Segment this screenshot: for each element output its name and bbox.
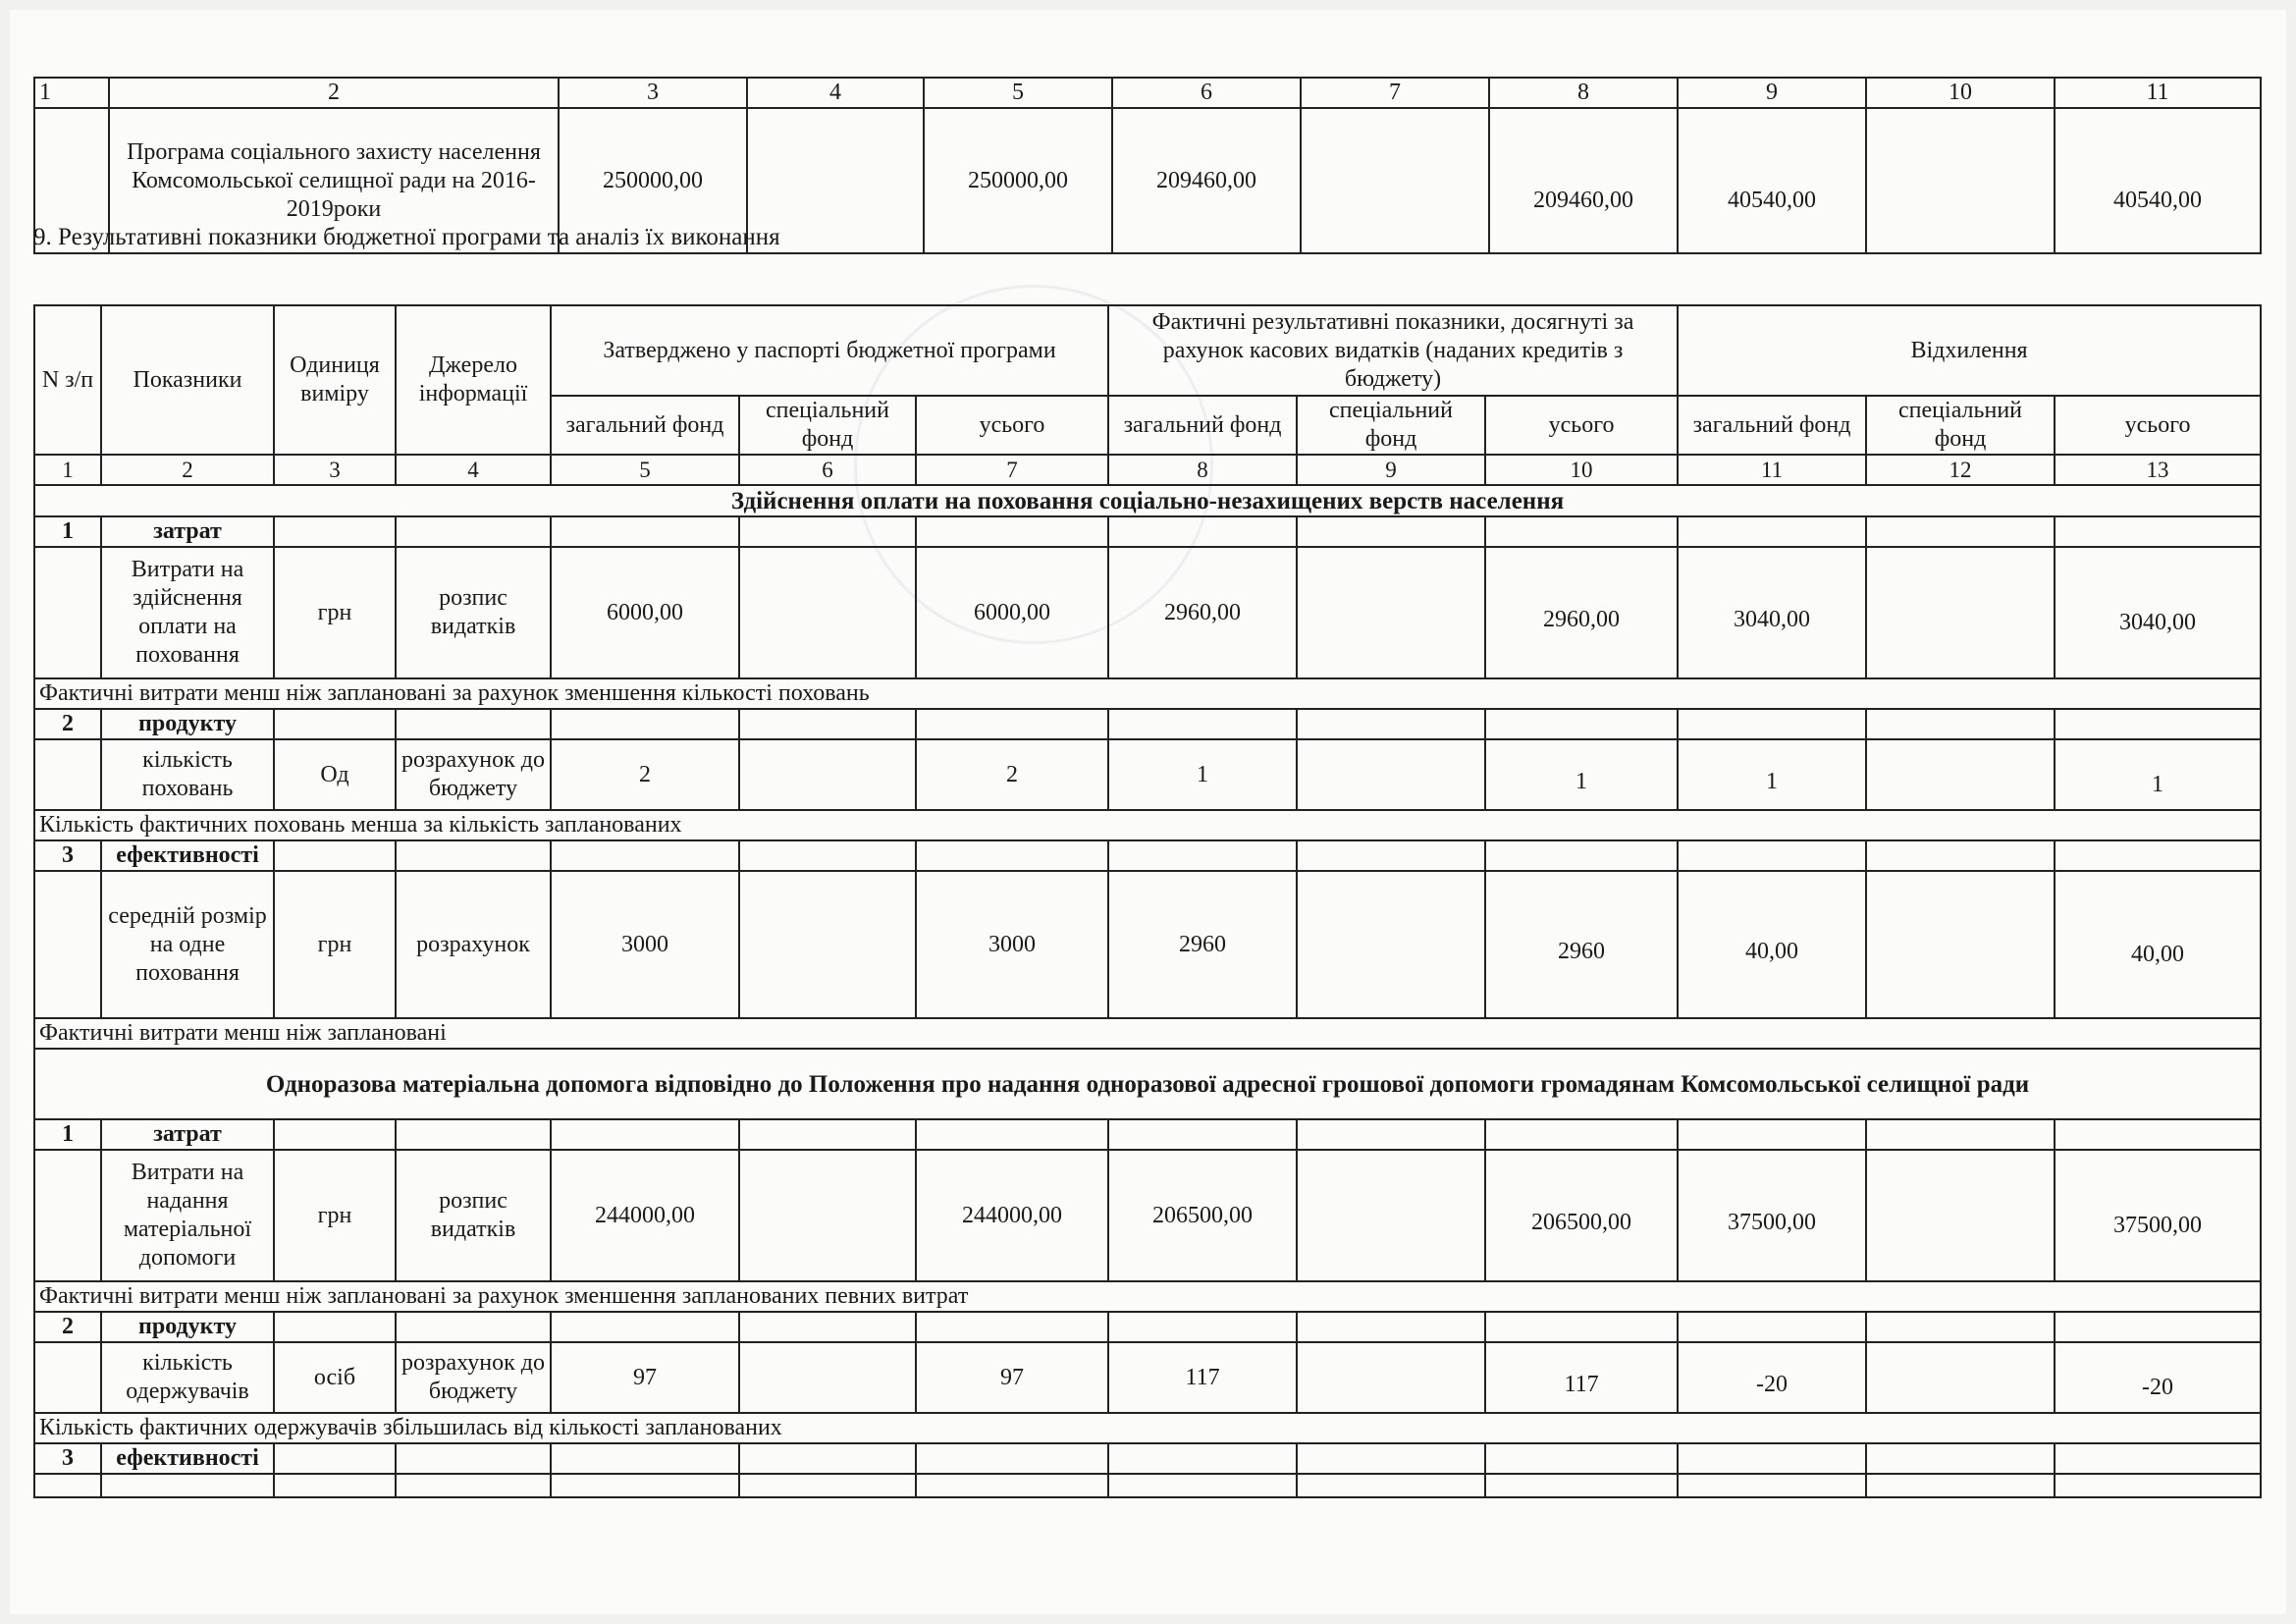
cell	[274, 1474, 396, 1497]
col-num: 7	[916, 455, 1108, 485]
cell-value: 2960,00	[1108, 547, 1297, 678]
cell	[1866, 1474, 2055, 1497]
header-deviation: Відхилення	[1678, 305, 2261, 396]
header-approved: Затверджено у паспорті бюджетної програми	[551, 305, 1108, 396]
cell	[739, 1342, 916, 1413]
cell	[101, 1474, 274, 1497]
cell	[2055, 1312, 2261, 1342]
cell	[274, 709, 396, 739]
cell	[739, 709, 916, 739]
cell-value: 40,00	[2055, 871, 2261, 1018]
cell	[1678, 709, 1866, 739]
cell	[1678, 1443, 1866, 1474]
header-special-fund: спеціальний фонд	[1866, 396, 2055, 455]
cell	[396, 840, 551, 871]
table-row	[34, 1342, 2261, 1413]
cell	[2055, 709, 2261, 739]
cell-value: 97	[916, 1342, 1108, 1413]
cell	[739, 871, 916, 1018]
header-special-fund: спеціальний фонд	[1297, 396, 1485, 455]
cell	[739, 1150, 916, 1281]
cell	[1485, 709, 1678, 739]
col-num: 1	[34, 78, 109, 108]
cell	[1297, 739, 1485, 810]
col-num: 6	[739, 455, 916, 485]
section-row	[34, 1119, 2261, 1150]
cell-value: 37500,00	[2055, 1150, 2261, 1281]
cell	[1866, 1119, 2055, 1150]
cell	[1866, 840, 2055, 871]
cell	[1297, 840, 1485, 871]
col-num: 3	[274, 455, 396, 485]
cell	[34, 1150, 101, 1281]
indicator-unit: Од	[274, 739, 396, 810]
cell	[34, 871, 101, 1018]
cell	[274, 516, 396, 547]
note-row	[34, 678, 2261, 709]
cell	[916, 1474, 1108, 1497]
cell	[739, 1443, 916, 1474]
indicator-unit: грн	[274, 1150, 396, 1281]
cell	[396, 709, 551, 739]
cell	[1297, 1312, 1485, 1342]
cell	[2055, 1443, 2261, 1474]
cell-value: 209460,00	[1112, 108, 1301, 253]
cell	[2055, 840, 2261, 871]
note-text: Кількість фактичних одержувачів збільшилась від кількості запланованих	[34, 1413, 2261, 1443]
section-row	[34, 1443, 2261, 1474]
cell-value: 250000,00	[559, 108, 747, 253]
indicator-name: Витрати на надання матеріальної допомоги	[101, 1150, 274, 1281]
cell	[739, 547, 916, 678]
indicator-name: середній розмір на одне поховання	[101, 871, 274, 1018]
cell	[551, 1443, 739, 1474]
cell	[551, 1119, 739, 1150]
cell	[1108, 840, 1297, 871]
header-source: Джерело інформації	[396, 305, 551, 455]
section-caption: 9. Результативні показники бюджетної програми та аналіз їх виконання	[33, 224, 780, 250]
cell-value: 250000,00	[924, 108, 1112, 253]
cell	[274, 840, 396, 871]
cell	[1297, 1119, 1485, 1150]
performance-indicators-table	[33, 304, 2262, 1498]
cell	[274, 1119, 396, 1150]
cell	[1108, 516, 1297, 547]
header-num: N з/п	[34, 305, 101, 455]
cell	[1108, 1443, 1297, 1474]
note-row	[34, 1413, 2261, 1443]
note-row	[34, 1018, 2261, 1049]
section-num: 1	[34, 516, 101, 547]
indicator-source: розпис видатків	[396, 547, 551, 678]
cell	[1866, 739, 2055, 810]
indicator-unit: грн	[274, 547, 396, 678]
cell	[739, 1119, 916, 1150]
cell	[916, 709, 1108, 739]
cell-value: 244000,00	[916, 1150, 1108, 1281]
section-num: 3	[34, 840, 101, 871]
cell-value: 1	[1108, 739, 1297, 810]
cell	[1297, 1474, 1485, 1497]
cell	[396, 1443, 551, 1474]
header-actual: Фактичні результативні показники, досягнуті за рахунок касових видатків (наданих кредитів з бюджету)	[1108, 305, 1678, 396]
cell	[1297, 547, 1485, 678]
cell-value: 6000,00	[916, 547, 1108, 678]
cell	[274, 1443, 396, 1474]
cell	[34, 739, 101, 810]
col-num: 1	[34, 455, 101, 485]
table-row	[34, 547, 2261, 678]
table-row	[34, 1150, 2261, 1281]
cell-value: 2960,00	[1485, 547, 1678, 678]
col-num: 10	[1866, 78, 2055, 108]
section-num: 2	[34, 709, 101, 739]
cell	[551, 1312, 739, 1342]
cell	[1866, 108, 2055, 253]
section-row	[34, 516, 2261, 547]
cell	[2055, 1474, 2261, 1497]
table-row	[34, 871, 2261, 1018]
note-text: Фактичні витрати менш ніж заплановані	[34, 1018, 2261, 1049]
cell	[739, 1474, 916, 1497]
cell	[396, 1119, 551, 1150]
cell	[916, 1312, 1108, 1342]
indicator-unit: грн	[274, 871, 396, 1018]
cell-value: 3040,00	[1678, 547, 1866, 678]
cell	[1678, 840, 1866, 871]
cell-value: 117	[1108, 1342, 1297, 1413]
block-title: Здійснення оплати на поховання соціально-незахищених верств населення	[34, 485, 2261, 516]
col-num: 8	[1108, 455, 1297, 485]
cell-value: 209460,00	[1489, 108, 1678, 253]
cell	[1297, 1150, 1485, 1281]
cell	[739, 516, 916, 547]
header-indicators: Показники	[101, 305, 274, 455]
cell	[1297, 516, 1485, 547]
cell	[1866, 1443, 2055, 1474]
cell	[1866, 516, 2055, 547]
col-num: 5	[924, 78, 1112, 108]
col-num: 2	[109, 78, 559, 108]
cell-value: -20	[2055, 1342, 2261, 1413]
cell-value: 40,00	[1678, 871, 1866, 1018]
cell	[1485, 1443, 1678, 1474]
cell	[916, 516, 1108, 547]
cell	[1866, 871, 2055, 1018]
col-num: 4	[747, 78, 924, 108]
cell	[1485, 516, 1678, 547]
cell-value: 2	[916, 739, 1108, 810]
note-row	[34, 1281, 2261, 1312]
section-label: ефективності	[101, 1443, 274, 1474]
cell	[1678, 1119, 1866, 1150]
section-row	[34, 709, 2261, 739]
cell	[1297, 871, 1485, 1018]
cell-value: 40540,00	[1678, 108, 1866, 253]
cell	[1678, 1474, 1866, 1497]
cell	[916, 1119, 1108, 1150]
cell	[34, 1342, 101, 1413]
cell	[396, 1312, 551, 1342]
note-text: Фактичні витрати менш ніж заплановані за рахунок зменшення кількості поховань	[34, 678, 2261, 709]
indicator-source: розпис видатків	[396, 1150, 551, 1281]
cell	[2055, 1119, 2261, 1150]
cell	[396, 1474, 551, 1497]
cell	[551, 516, 739, 547]
indicator-unit: осіб	[274, 1342, 396, 1413]
section-label: затрат	[101, 516, 274, 547]
header-general-fund: загальний фонд	[551, 396, 739, 455]
section-num: 1	[34, 1119, 101, 1150]
cell-value: 3000	[916, 871, 1108, 1018]
cell-value: 37500,00	[1678, 1150, 1866, 1281]
cell-value: 2960	[1108, 871, 1297, 1018]
indicator-source: розрахунок до бюджету	[396, 1342, 551, 1413]
cell	[1297, 709, 1485, 739]
cell	[1485, 840, 1678, 871]
cell	[1678, 1312, 1866, 1342]
program-name: Програма соціального захисту населення Комсомольської селищної ради на 2016-2019роки	[109, 108, 559, 253]
section-row	[34, 1312, 2261, 1342]
col-num: 5	[551, 455, 739, 485]
header-total: усього	[2055, 396, 2261, 455]
cell	[396, 516, 551, 547]
header-row	[34, 305, 2261, 396]
cell-value: 97	[551, 1342, 739, 1413]
cell	[1108, 1312, 1297, 1342]
col-num: 7	[1301, 78, 1489, 108]
cell	[1297, 1342, 1485, 1413]
cell-value: 1	[1485, 739, 1678, 810]
header-general-fund: загальний фонд	[1678, 396, 1866, 455]
note-row	[34, 810, 2261, 840]
header-total: усього	[1485, 396, 1678, 455]
cell	[1485, 1119, 1678, 1150]
header-special-fund: спеціальний фонд	[739, 396, 916, 455]
cell-value: 40540,00	[2055, 108, 2261, 253]
section-row	[34, 840, 2261, 871]
section-label: ефективності	[101, 840, 274, 871]
cell	[34, 1474, 101, 1497]
cell-value: 1	[2055, 739, 2261, 810]
cell-value: 1	[1678, 739, 1866, 810]
cell	[739, 739, 916, 810]
cell	[551, 840, 739, 871]
section-label: продукту	[101, 1312, 274, 1342]
col-num: 9	[1297, 455, 1485, 485]
cell	[739, 840, 916, 871]
indicator-name: Витрати на здійснення оплати на поховання	[101, 547, 274, 678]
column-number-row	[34, 455, 2261, 485]
section-num: 3	[34, 1443, 101, 1474]
indicator-source: розрахунок до бюджету	[396, 739, 551, 810]
col-num: 11	[2055, 78, 2261, 108]
cell-value: 6000,00	[551, 547, 739, 678]
cell	[1108, 1474, 1297, 1497]
col-num: 4	[396, 455, 551, 485]
cell	[274, 1312, 396, 1342]
header-general-fund: загальний фонд	[1108, 396, 1297, 455]
cell	[1866, 709, 2055, 739]
col-num: 10	[1485, 455, 1678, 485]
cell-value: 206500,00	[1485, 1150, 1678, 1281]
cell	[2055, 516, 2261, 547]
cell-value: 2960	[1485, 871, 1678, 1018]
column-number-row	[34, 78, 2261, 108]
cell-value: 117	[1485, 1342, 1678, 1413]
section-label: затрат	[101, 1119, 274, 1150]
cell	[1485, 1474, 1678, 1497]
cell	[916, 840, 1108, 871]
cell	[1866, 1342, 2055, 1413]
col-num: 9	[1678, 78, 1866, 108]
cell	[739, 1312, 916, 1342]
cell	[551, 1474, 739, 1497]
indicator-name: кількість поховань	[101, 739, 274, 810]
block-title-row	[34, 1049, 2261, 1119]
cell	[551, 709, 739, 739]
cell	[1297, 1443, 1485, 1474]
indicator-source: розрахунок	[396, 871, 551, 1018]
cell-value: 2	[551, 739, 739, 810]
cell	[1866, 1150, 2055, 1281]
cell	[1678, 516, 1866, 547]
cell-value: 206500,00	[1108, 1150, 1297, 1281]
table-row	[34, 1474, 2261, 1497]
cell	[1108, 1119, 1297, 1150]
cell-value: 3040,00	[2055, 547, 2261, 678]
col-num: 6	[1112, 78, 1301, 108]
cell	[1485, 1312, 1678, 1342]
table-row	[34, 739, 2261, 810]
cell-value: -20	[1678, 1342, 1866, 1413]
cell	[34, 547, 101, 678]
cell-value: 244000,00	[551, 1150, 739, 1281]
col-num: 12	[1866, 455, 2055, 485]
cell	[1108, 709, 1297, 739]
col-num: 3	[559, 78, 747, 108]
block-title-row	[34, 485, 2261, 516]
cell-value: 3000	[551, 871, 739, 1018]
indicator-name: кількість одержувачів	[101, 1342, 274, 1413]
col-num: 11	[1678, 455, 1866, 485]
col-num: 13	[2055, 455, 2261, 485]
cell	[1866, 547, 2055, 678]
section-label: продукту	[101, 709, 274, 739]
note-text: Фактичні витрати менш ніж заплановані за рахунок зменшення запланованих певних витрат	[34, 1281, 2261, 1312]
header-unit: Одиниця виміру	[274, 305, 396, 455]
section-num: 2	[34, 1312, 101, 1342]
col-num: 8	[1489, 78, 1678, 108]
cell	[1301, 108, 1489, 253]
col-num: 2	[101, 455, 274, 485]
cell	[1866, 1312, 2055, 1342]
note-text: Кількість фактичних поховань менша за кількість запланованих	[34, 810, 2261, 840]
block-title: Одноразова матеріальна допомога відповідно до Положення про надання одноразової адресної грошової допомоги громадянам Комсомольської селищної ради	[34, 1049, 2261, 1119]
header-total: усього	[916, 396, 1108, 455]
cell	[916, 1443, 1108, 1474]
